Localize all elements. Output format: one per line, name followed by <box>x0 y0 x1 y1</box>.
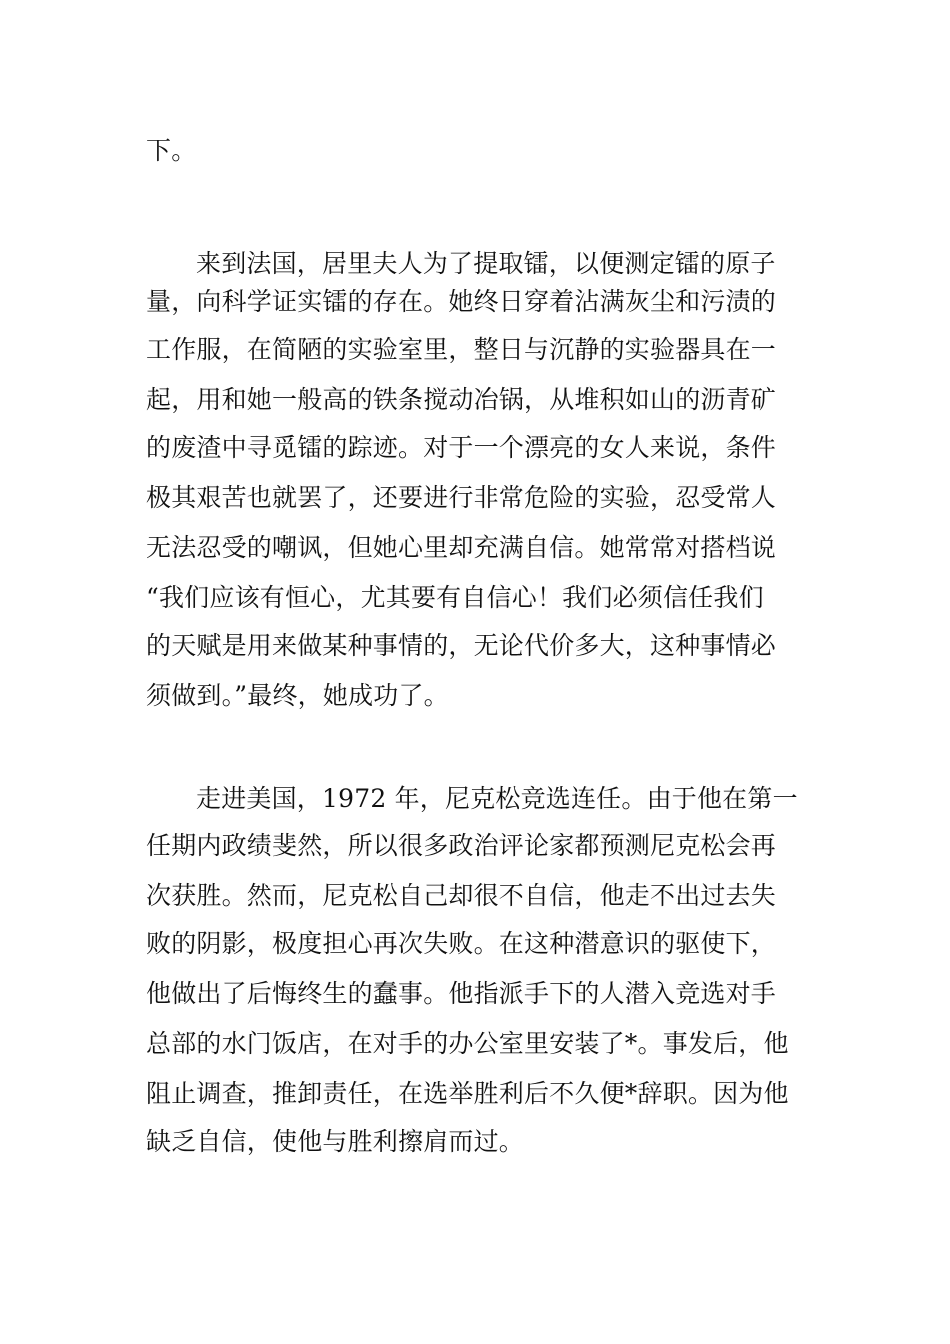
paragraph-line: 工作服，在简陋的实验室里，整日与沉静的实验器具在一 <box>146 335 777 364</box>
paragraph-line: 他做出了后悔终生的蠢事。他指派手下的人潜入竞选对手 <box>146 979 777 1008</box>
paragraph-line: 的废渣中寻觅镭的踪迹。对于一个漂亮的女人来说，条件 <box>146 433 777 462</box>
paragraph-line: 阻止调查，推卸责任，在选举胜利后不久便*辞职。因为他 <box>146 1079 789 1108</box>
paragraph-line: 起，用和她一般高的铁条搅动冶锅，从堆积如山的沥青矿 <box>146 385 777 414</box>
paragraph-line: 极其艰苦也就罢了，还要进行非常危险的实验，忍受常人 <box>146 483 777 512</box>
paragraph-line: 任期内政绩斐然，所以很多政治评论家都预测尼克松会再 <box>146 831 777 860</box>
fragment-line: 下。 <box>146 136 197 165</box>
paragraph-line: 的天赋是用来做某种事情的，无论代价多大，这种事情必 <box>146 631 777 660</box>
paragraph-line: 总部的水门饭店，在对手的办公室里安装了*。事发后，他 <box>146 1029 789 1058</box>
paragraph-line: 须做到。”最终，她成功了。 <box>146 681 449 710</box>
paragraph-line: 无法忍受的嘲讽，但她心里却充满自信。她常常对搭档说 <box>146 533 777 562</box>
paragraph-line: 次获胜。然而，尼克松自己却很不自信，他走不出过去失 <box>146 881 777 910</box>
paragraph-line: 量，向科学证实镭的存在。她终日穿着沾满灰尘和污渍的 <box>146 287 777 316</box>
paragraph-line: 来到法国，居里夫人为了提取镭，以便测定镭的原子 <box>196 249 776 278</box>
paragraph-line: 败的阴影，极度担心再次失败。在这种潜意识的驱使下， <box>146 929 777 958</box>
paragraph-line: “我们应该有恒心，尤其要有自信心！我们必须信任我们 <box>146 583 764 612</box>
paragraph-line: 走进美国，1972 年，尼克松竞选连任。由于他在第一 <box>196 784 798 813</box>
paragraph-line: 缺乏自信，使他与胜利擦肩而过。 <box>146 1127 525 1156</box>
